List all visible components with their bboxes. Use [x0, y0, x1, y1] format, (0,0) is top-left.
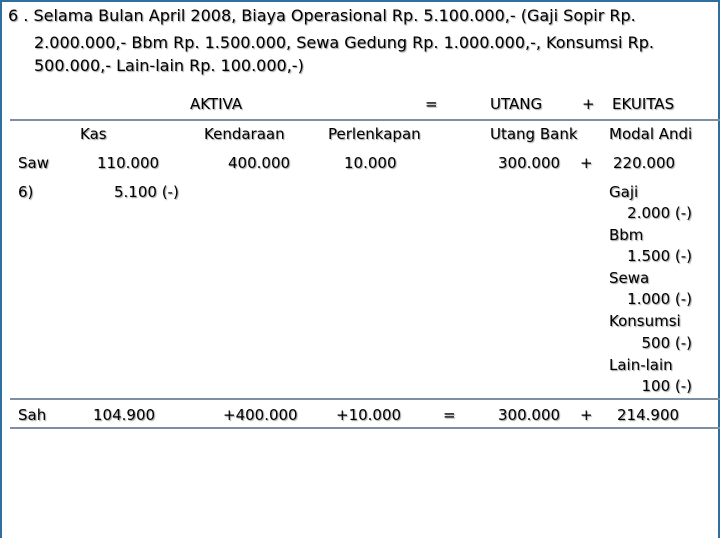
sewa-label: Sewa — [609, 269, 650, 287]
header-rule — [10, 119, 720, 121]
txn6-row-label: 6) — [18, 183, 34, 201]
problem-title-line-3: 500.000,- Lain-lain Rp. 100.000,-) — [34, 56, 304, 75]
lain-lain-amount: 100 (-) — [641, 377, 692, 395]
saw-plus: + — [580, 154, 593, 172]
total-rule — [10, 398, 720, 400]
ekuitas-heading: EKUITAS — [612, 95, 675, 113]
kendaraan-column-header: Kendaraan — [204, 125, 285, 143]
problem-title-line-2: 2.000.000,- Bbm Rp. 1.500.000, Sewa Gedung Rp. 1.000.000,-, Konsumsi Rp. — [34, 33, 654, 52]
aktiva-heading: AKTIVA — [190, 95, 243, 113]
gaji-label: Gaji — [609, 183, 639, 201]
saw-perlenkapan-value: 10.000 — [344, 154, 397, 172]
saw-modal-value: 220.000 — [613, 154, 676, 172]
saw-kendaraan-value: 400.000 — [228, 154, 291, 172]
lain-lain-label: Lain-lain — [609, 356, 673, 374]
sah-equals: = — [443, 406, 456, 424]
konsumsi-amount: 500 (-) — [641, 334, 692, 352]
utang-bank-column-header: Utang Bank — [490, 125, 578, 143]
sah-plus: + — [580, 406, 593, 424]
sah-kas-value: 104.900 — [93, 406, 156, 424]
modal-andi-column-header: Modal Andi — [609, 125, 693, 143]
saw-kas-value: 110.000 — [97, 154, 160, 172]
bbm-amount: 1.500 (-) — [627, 247, 692, 265]
sah-kendaraan-value: +400.000 — [223, 406, 298, 424]
perlenkapan-column-header: Perlenkapan — [328, 125, 421, 143]
sah-modal-value: 214.900 — [617, 406, 680, 424]
konsumsi-label: Konsumsi — [609, 312, 681, 330]
gaji-amount: 2.000 (-) — [627, 204, 692, 222]
equation-equals: = — [425, 95, 438, 113]
txn6-kas-value: 5.100 (-) — [114, 183, 179, 201]
saw-utang-bank-value: 300.000 — [498, 154, 561, 172]
sah-perlenkapan-value: +10.000 — [336, 406, 402, 424]
problem-title-line-1: 6 . Selama Bulan April 2008, Biaya Operasional Rp. 5.100.000,- (Gaji Sopir Rp. — [8, 6, 636, 25]
sah-utang-bank-value: 300.000 — [498, 406, 561, 424]
sewa-amount: 1.000 (-) — [627, 290, 692, 308]
sah-row-label: Sah — [18, 406, 47, 424]
kas-column-header: Kas — [80, 125, 107, 143]
utang-heading: UTANG — [490, 95, 543, 113]
equation-plus: + — [582, 95, 595, 113]
bbm-label: Bbm — [609, 226, 644, 244]
bottom-rule — [10, 427, 720, 429]
saw-row-label: Saw — [18, 154, 49, 172]
